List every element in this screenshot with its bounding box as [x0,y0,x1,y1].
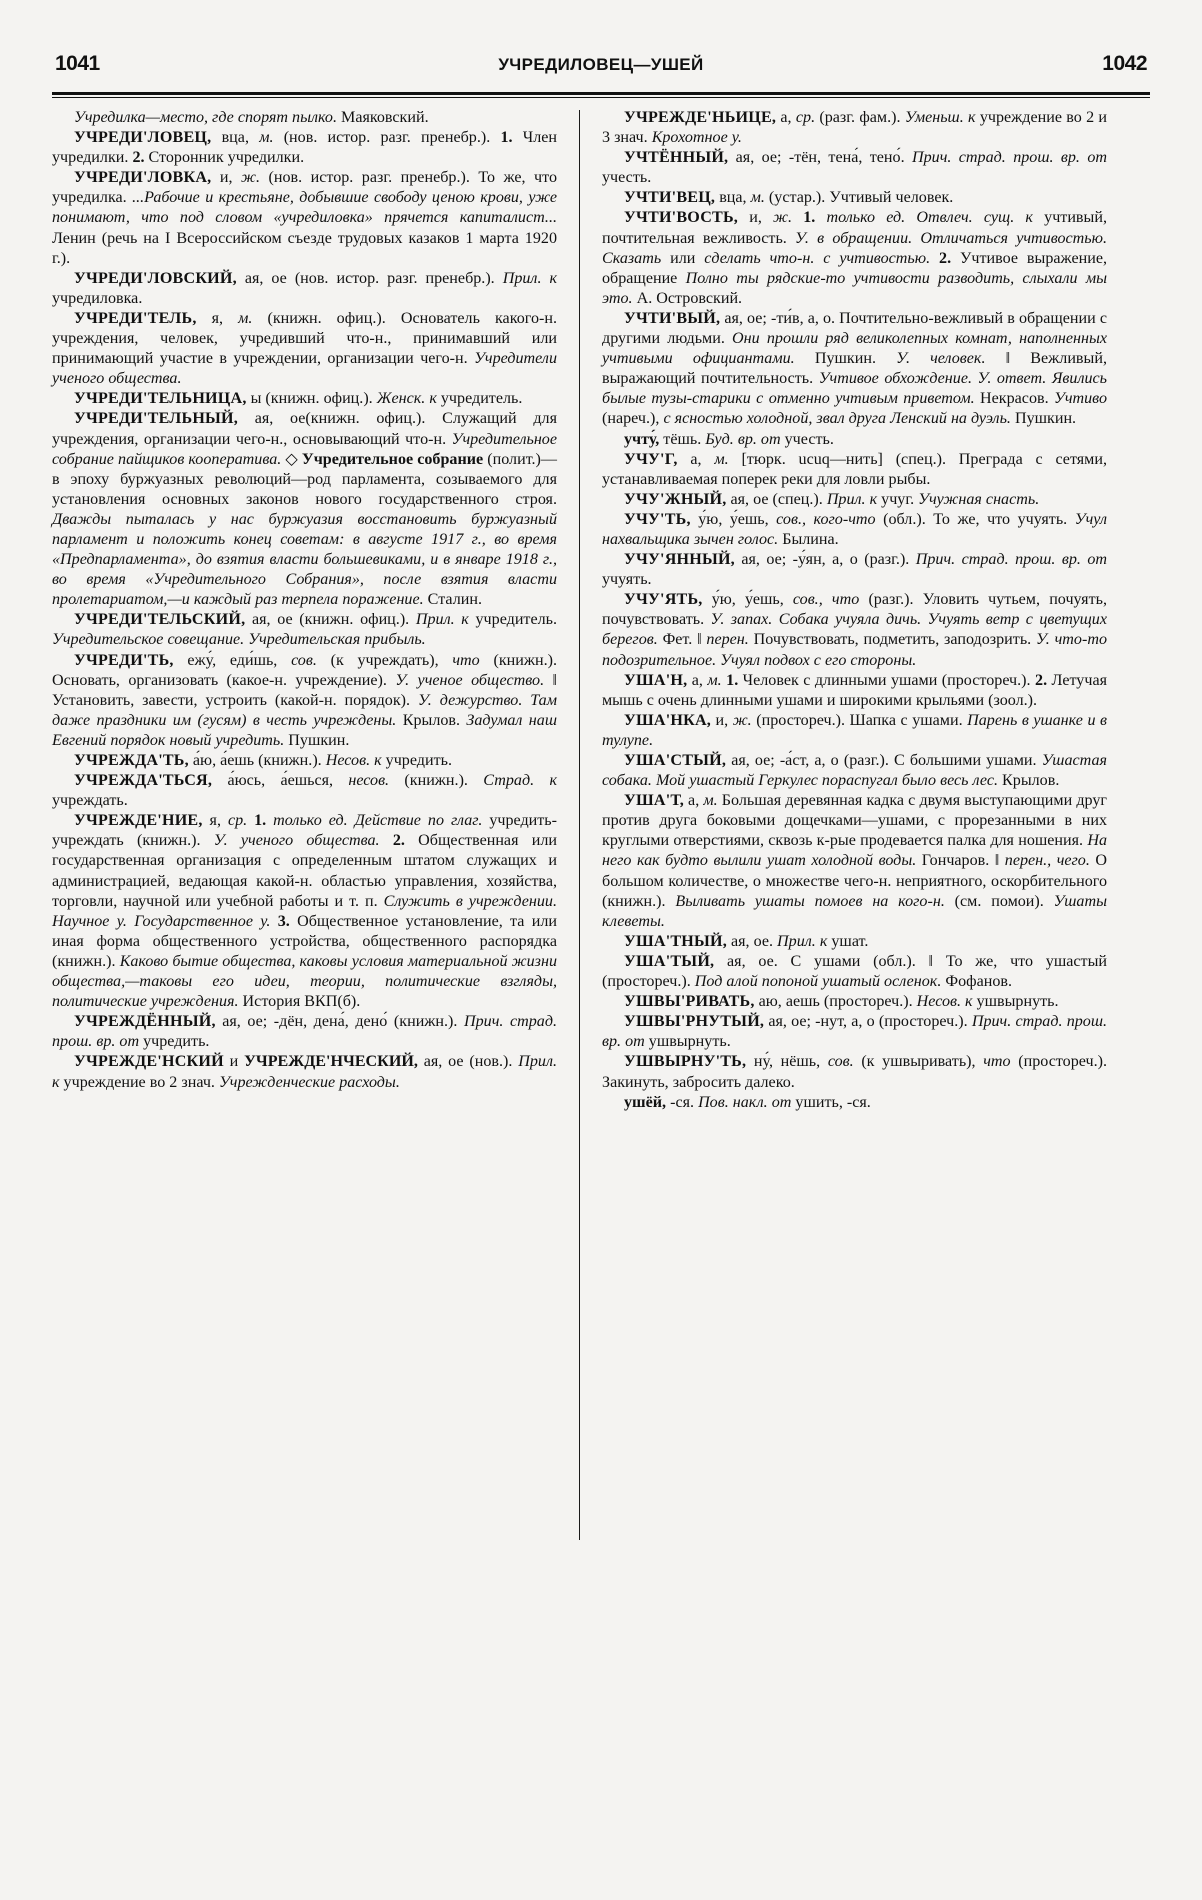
column-left [52,108,571,1860]
dictionary-entry [52,651,557,751]
columns-container [52,108,1150,1860]
entry-headword: УЧТИ'ВЫЙ, [624,309,721,327]
entry-headword: УЧУ'ЯТЬ, [624,591,703,609]
entry-text-italic: м. [707,671,722,689]
entry-text: учредить. [381,752,452,769]
dictionary-entry [602,1052,1107,1092]
entry-text-italic: Прич. страд. прош. вр. от [52,1013,557,1051]
entry-text: я, [202,812,228,830]
entry-text: ◇ [281,450,302,468]
entry-text: аю, аешь (простореч.). [754,993,917,1011]
entry-text: (к ушвыривать), [853,1053,984,1071]
entry-text: учредиловка. [52,289,143,307]
entry-text: Пушкин. [284,731,350,749]
entry-text-italic: сов. [291,651,317,669]
entry-headword: УЧУ'ТЬ, [624,510,691,528]
entry-text-italic: Прил. к [502,269,558,287]
entry-text: (простореч.). Закинуть, забросить далеко. [602,1053,1107,1091]
entry-text: Общественная или государственная организация с определенным штатом служащих и администрацией, ведающая какой-н. областью управления, хозяйства, торговли, научной или учебной работы и т. п. [52,832,557,910]
entry-text-italic: Учредительское совещание. Учредительская прибыль. [52,631,426,649]
entry-headword: УЧРЕДИ'ЛОВЕЦ, [74,129,212,147]
entry-text: ая, ое(книжн. офиц.). Служащий для учреждения, организации чего-н., основывающий что-н. [52,410,557,448]
entry-text: у́ю, у́ешь, [702,591,793,609]
column-divider [579,110,580,1540]
entry-text [380,832,393,849]
entry-text: Учтивое выражение, обращение [602,249,1107,287]
entry-text: ая, ое (нов. истор. разг. пренебр.). [236,269,503,287]
entry-headword: УШВЫ'РНУТЫЙ, [624,1013,765,1031]
entry-text: ‖ Установить, завести, устроить (какой-н. порядок). [52,671,557,709]
entry-text: (устар.). Учтивый человек. [764,189,954,207]
entry-text-italic: У. запах. Собака учуяла дичь. Учуять ветр с цветущих берегов. [602,611,1107,649]
entry-text: А. Островский. [632,289,743,307]
entry-text: учуг. [877,490,919,508]
dictionary-entry [602,671,1107,711]
entry-text [930,250,939,267]
entry-text: Пушкин. [1010,410,1077,428]
entry-text-italic: Несов. к [916,993,973,1011]
entry-text-italic: сов. [827,1053,854,1071]
entry-headword: УШВЫРНУ'ТЬ, [624,1053,747,1071]
entry-text: Былина. [778,530,839,548]
dictionary-entry [602,108,1107,148]
entry-text-italic: м. [259,129,274,147]
dictionary-entry [52,751,557,771]
entry-sense-number: 1. [254,812,267,830]
entry-text: ушить, -ся. [791,1093,871,1111]
entry-headword: УЧРЕЖДЕ'НСКИЙ [74,1053,224,1071]
entry-text-italic: Прич. страд. прош. вр. от [915,551,1107,569]
entry-text-italic: что [452,651,480,669]
entry-text-italic: Прил. к [826,490,878,508]
entry-text-italic: ж. [732,711,752,729]
entry-headword: УЧРЕЖДЕ'НИЕ, [74,812,203,830]
entry-headword: ушёй, [624,1093,667,1111]
entry-text: Маяковский. [336,109,429,126]
entry-text: (книжн. офиц.). Основатель какого-н. учреждения, человек, учредивший что-н., принимавший или принимающий участие в учреждении, организации чего-н. [52,309,557,368]
entry-text: учуять. [602,571,652,589]
dictionary-entry [52,409,557,610]
entry-sense-number: 2. [1035,671,1048,689]
dictionary-entry [602,590,1107,670]
entry-text: ы (книжн. офиц.). [246,390,377,408]
entry-text: ‖ Вежливый, выражающий почтительность. [602,350,1107,388]
entry-text: ну́, нёшь, [746,1053,828,1071]
entry-text: и, [711,711,733,729]
entry-text: ая, ое (нов.). [417,1053,519,1071]
entry-text: (полит.)—в эпоху буржуазных революций—род парламента, созываемого для установления основных законов нового государственного строя. [52,450,557,508]
entry-text: ая, ое. [726,932,778,950]
entry-headword: УЧРЕДИ'ТЬ, [74,651,174,669]
entry-text: (к учреждать), [316,651,453,669]
entry-text-italic: перен., чего. [1004,852,1090,870]
entry-text-italic: сов., что [792,591,860,609]
entry-text: а, [687,671,708,689]
entry-text-italic: На него как будто вылили ушат холодной воды. [602,832,1107,870]
dictionary-entry [52,128,557,168]
entry-text-italic: Парень в ушанке и в тулупе. [602,711,1107,749]
dictionary-entry [602,309,1107,430]
entry-sense-number: 3. [277,912,290,930]
entry-text-italic: ср. [795,109,816,126]
entry-text: учредитель. [436,390,523,408]
entry-headword: УЧТЁННЫЙ, [624,149,729,167]
entry-text-italic: Учужная снасть. [918,490,1040,508]
entry-headword: УЧУ'ЖНЫЙ, [624,490,727,508]
entry-headword: УША'ТНЫЙ, [624,932,727,950]
entry-headword: УЧРЕДИ'ТЕЛЬНЫЙ, [74,410,239,428]
dictionary-entry [602,1012,1107,1052]
entry-text-italic: Учредители ученого общества. [52,350,557,388]
entry-text: у́ю, у́ешь, [690,510,777,528]
entry-text: ая, ое; -а́ст, а, о (разг.). С большими ушами. [726,752,1042,769]
dictionary-entry [602,992,1107,1012]
entry-text: Фофанов. [941,973,1012,991]
entry-text-italic: Учредилка—место, где спорят пылко. [74,109,337,126]
entry-sense-number: 1. [726,671,739,689]
entry-text: учесть. [780,430,834,448]
entry-text: Летучая мышь с очень длинными ушами и широкими крыльями (зоол.). [602,671,1107,709]
entry-text-italic: м. [238,309,253,327]
entry-text-italic: ж. [241,169,261,187]
entry-text: учтивый, почтительная вежливость. [602,209,1107,247]
entry-text-italic: Дважды пыталась у нас буржуазия восстановить буржуазный парламент и положить конец советам: в августе 1917 г., во время «Предпарламента», до взятия власти большевиками, и в январе 1918 г., во время «Учредительного Собрания», после взятия власти пролетариатом,—и каждый раз терпела поражение. [52,510,557,609]
dictionary-entry [602,791,1107,932]
entry-text: Член учредилки. [52,129,557,167]
entry-text: (книжн.). [389,772,484,790]
entry-text: О большом количестве, о множестве чего-н. неприятного, оскорбительного (книжн.). [602,852,1108,910]
entry-text-italic: м. [703,792,718,810]
dictionary-entry [52,1012,557,1052]
dictionary-entry [602,751,1107,791]
entry-text-italic: Учтиво [1054,390,1107,408]
entry-text: учредить-учреждать (книжн.). [52,812,557,850]
entry-headword: УЧРЕЖДА'ТЬ, [74,752,189,769]
entry-text-italic: Страд. к [483,772,557,790]
entry-headword: УША'Н, [624,671,688,689]
entry-headword: УЧУ'Г, [624,450,678,468]
entry-text [792,209,803,226]
entry-text-italic: Прил. к [52,1053,557,1091]
entry-text: ая, ое; -у́ян, а, о (разг.). [734,551,916,569]
entry-text: (нов. истор. разг. пренебр.). [273,129,501,147]
entry-text: Крылов. [396,711,467,729]
entry-sense-number: 2. [392,832,405,850]
entry-text: а, [776,109,796,126]
dictionary-entry [52,1052,557,1092]
entry-text-italic: У. ученое общество. [395,671,545,689]
entry-text-italic: Учрежденческие расходы. [218,1073,400,1091]
entry-text-italic: только ед. Действие по глаг. [266,812,483,830]
entry-text: ушат. [827,932,869,950]
dictionary-entry [602,490,1107,510]
entry-sense-number: 1. [803,209,816,227]
entry-text-italic: перен. [706,631,749,649]
dictionary-entry [52,309,557,389]
entry-text-italic: Выливать ушаты помоев на кого-н. [675,892,945,910]
entry-headword: УЧРЕЖДЁННЫЙ, [74,1013,216,1031]
entry-text-italic: У. дежурство. Там даже праздники им (гусям) в честь учреждены. [52,691,557,729]
folio-right: 1042 [1102,52,1147,75]
entry-text: (разг. фам.). [815,109,905,126]
entry-text-italic: Задумал наш Евгений порядок новый учредить. [52,711,557,749]
entry-text: а́ю, а́ешь (книжн.). [188,752,326,769]
entry-text-italic: ж. [773,209,793,227]
running-head [55,52,1147,86]
dictionary-entry [602,952,1107,992]
entry-headword: УША'ТЫЙ, [624,952,715,970]
entry-text: Общественное установление, та или иная форма общественного устройства, общественного распорядка (книжн.). [52,912,557,970]
entry-text: и, [738,209,774,227]
running-title: УЧРЕДИЛОВЕЦ—УШЕЙ [498,55,704,74]
folio-left: 1041 [55,52,100,75]
entry-text: (нареч.), [602,410,664,428]
dictionary-entry [602,1093,1107,1113]
entry-text-italic: Прил. к [777,932,828,950]
entry-headword: УША'Т, [624,792,684,810]
entry-text: я, [196,309,239,327]
entry-text-italic: Полно ты рядские-то учтивости разводить, слыхали мы это. [602,269,1107,307]
entry-sense-number: 2. [132,149,145,167]
entry-text: Ленин (речь на I Всероссийском съезде трудовых казаков 1 марта 1920 г.). [52,229,557,267]
entry-text-italic: Под алой попоной ушатый осленок. [694,973,942,991]
entry-text: а́юсь, а́ешься, [212,772,349,790]
entry-text: Почувствовать, подметить, заподозрить. [748,631,1036,649]
entry-text-italic: Ушаты клеветы. [602,892,1107,930]
entry-text: ая, ое. С ушами (обл.). ‖ То же, что ушастый (простореч.). [602,952,1107,991]
entry-headword: УШВЫ'РИВАТЬ, [624,993,755,1011]
entry-text-italic: Несов. к [325,752,382,769]
entry-text-italic: Служить в учреждении. Научное у. Государственное у. [52,892,557,930]
entry-text-italic: Женск. к [376,390,437,408]
dictionary-entry [602,188,1107,208]
entry-text-italic: У. ученого общества. [213,832,380,850]
entry-text-italic: с ясностью холодной, звал друга Ленский на дуэль. [663,410,1011,428]
entry-headword: УЧРЕДИ'ЛОВСКИЙ, [74,269,237,287]
dictionary-entry [602,711,1107,751]
entry-text-italic: Прич. страд. прош. вр. от [602,1013,1108,1051]
entry-text: ая, ое; -тён, тена́, тено́. [728,149,912,167]
entry-text: и [223,1053,245,1071]
entry-headword: УЧУ'ЯННЫЙ, [624,551,735,569]
entry-text-italic: У. в обращении. Отличаться учтивостью. Сказать [602,229,1107,267]
entry-text-italic: ...Рабочие и крестьяне, добывшие свободу ценою крови, уже понимают, что под словом «учредиловка» прячется капиталист... [52,189,557,227]
entry-text: учреждение во 2 знач. [59,1073,219,1091]
entry-text: Гончаров. ‖ [916,852,1005,870]
entry-text-italic: У. что-то подозрительное. Учуял подвох с его стороны. [602,631,1107,669]
entry-text: учредитель. [468,611,558,629]
entry-text: ая, ое (книжн. офиц.). [245,611,416,629]
entry-text-italic: Учтивое обхождение. У. ответ. Явились былые тузы-старики с отменно учтивым приветом. [602,370,1107,408]
dictionary-entry [52,771,557,811]
dictionary-entry [602,510,1107,550]
entry-text: (нов. истор. разг. пренебр.). То же, что учредилка. [52,169,557,207]
entry-headword: УША'СТЫЙ, [624,752,727,769]
column-right [588,108,1107,1860]
entry-text-italic: Прич. страд. прош. вр. от [911,149,1107,167]
entry-text: (разг.). Уловить чутьем, почуять, почувствовать. [602,591,1107,629]
entry-headword: УША'НКА, [624,711,712,729]
dictionary-entry [602,550,1107,590]
entry-text: Сторонник учредилки. [144,149,305,167]
dictionary-entry [602,148,1107,188]
entry-headword: учту́, [624,430,660,448]
entry-sense-number: УЧРЕЖДЕ'НЧЕСКИЙ, [244,1053,418,1071]
entry-text-italic: Уменьш. к [904,109,976,126]
dictionary-entry [52,168,557,268]
entry-text: -ся. [666,1093,699,1111]
entry-sense-number: Учредительное собрание [301,450,484,468]
entry-text: а, [683,792,704,810]
entry-text-italic: что [983,1053,1011,1071]
entry-text: Сталин. [423,591,482,609]
header-rule [52,92,1150,98]
entry-text: учесть. [602,169,652,187]
entry-text: а, [677,450,715,468]
entry-text: Фет. ‖ [657,631,707,649]
entry-text: Большая деревянная кадка с двумя выступающими друг против друга боковыми дощечками—ушами, с прорезанными в них круглыми отверстиями, сквозь к-рые продевается палка для ношения. [602,792,1108,850]
entry-text-italic: несов. [348,772,390,790]
entry-headword: УЧТИ'ВОСТЬ, [624,209,739,227]
entry-text: (см. помои). [944,892,1054,910]
entry-text-italic: Каково бытие общества, каковы условия материальной жизни общества,—таковы его идеи, теории, политические взгляды, политические учреждения. [52,952,557,1011]
entry-text: ая, ое; -дён, дена́, дено́ (книжн.). [215,1013,464,1031]
entry-text: (обл.). То же, что учуять. [875,510,1075,528]
entry-headword: УЧРЕДИ'ТЕЛЬСКИЙ, [74,611,246,629]
dictionary-entry [602,932,1107,952]
dictionary-entry [52,269,557,309]
entry-headword: УЧРЕДИ'ТЕЛЬНИЦА, [74,390,247,408]
entry-text: вца, [715,189,751,207]
entry-text: (простореч.). Шапка с ушами. [751,711,968,729]
entry-text-italic: сов., кого-что [776,510,876,528]
entry-text-italic: ср. [227,812,248,830]
entry-headword: УЧРЕДИ'ТЕЛЬ, [74,309,197,327]
entry-text-italic: Буд. вр. от [705,430,781,448]
entry-text-italic: Учредительное собрание пайщиков кооператива. [52,430,557,468]
dictionary-entry [602,208,1107,308]
entry-text [270,913,277,930]
entry-text-italic: Ушастая собака. Мой ушастый Геркулес пораспугал было весь лес. [602,752,1107,790]
entry-text: История ВКП(б). [238,993,361,1011]
entry-text: учредить. [139,1033,210,1051]
entry-text: ушвырнуть. [644,1033,731,1051]
dictionary-entry [52,389,557,409]
entry-text: учреждение во 2 и 3 знач. [602,109,1107,147]
entry-headword: УЧРЕЖДА'ТЬСЯ, [74,772,213,790]
entry-headword: УЧРЕЖДЕ'НЬИЦЕ, [624,109,777,126]
entry-text: вца, [211,129,260,147]
entry-text: (книжн.). Основать, организовать (какое-н. учреждение). [52,651,558,689]
entry-text-italic: Учул нахвальщика зычен голос. [602,510,1107,548]
entry-text-italic: только ед. Отвлеч. сущ. к [815,209,1033,227]
entry-text: ая, ое; -ти́в, а, о. Почтительно-вежливый в обращении с другими людьми. [602,309,1107,348]
dictionary-entry [52,811,557,1012]
entry-text: Пушкин. [794,350,897,368]
entry-text: ушвырнуть. [972,993,1059,1011]
entry-text-italic: м. [750,189,765,207]
entry-text: учреждать. [52,792,128,810]
entry-text-italic: м. [714,450,729,468]
entry-text-italic: Пов. накл. от [698,1093,792,1111]
entry-text-italic: сделать что-н. с учтивостью. [704,249,931,267]
entry-sense-number: 2. [939,249,952,267]
entry-text: ежу́, еди́шь, [173,651,292,669]
entry-text-italic: Они прошли ряд великолепных комнат, наполненных учтивыми официантами. [602,330,1107,368]
dictionary-entry [602,430,1107,450]
entry-text: или [661,249,705,267]
entry-text-italic: Крохотное у. [651,129,742,147]
entry-text: Некрасов. [974,390,1054,408]
entry-sense-number: 1. [500,129,513,147]
dictionary-entry [52,610,557,650]
entry-text: и, [211,169,242,187]
dictionary-entry [602,450,1107,490]
entry-text: тёшь. [659,430,706,448]
dictionary-entry [52,108,557,128]
entry-text-italic: Прил. к [415,611,469,629]
entry-headword: УЧТИ'ВЕЦ, [624,189,716,207]
entry-text: [тюрк. ucuq—нить] (спец.). Преграда с сетями, устанавливаемая поперек реки для ловли рыбы. [602,450,1107,488]
entry-headword: УЧРЕДИ'ЛОВКА, [74,169,212,187]
entry-text-italic: У. человек. [896,350,986,368]
entry-text: ая, ое; -нут, а, о (простореч.). [764,1013,972,1031]
entry-text: Человек с длинными ушами (простореч.). [738,671,1036,689]
entry-text: ая, ое (спец.). [726,490,827,508]
entry-text: Крылов. [998,772,1060,790]
